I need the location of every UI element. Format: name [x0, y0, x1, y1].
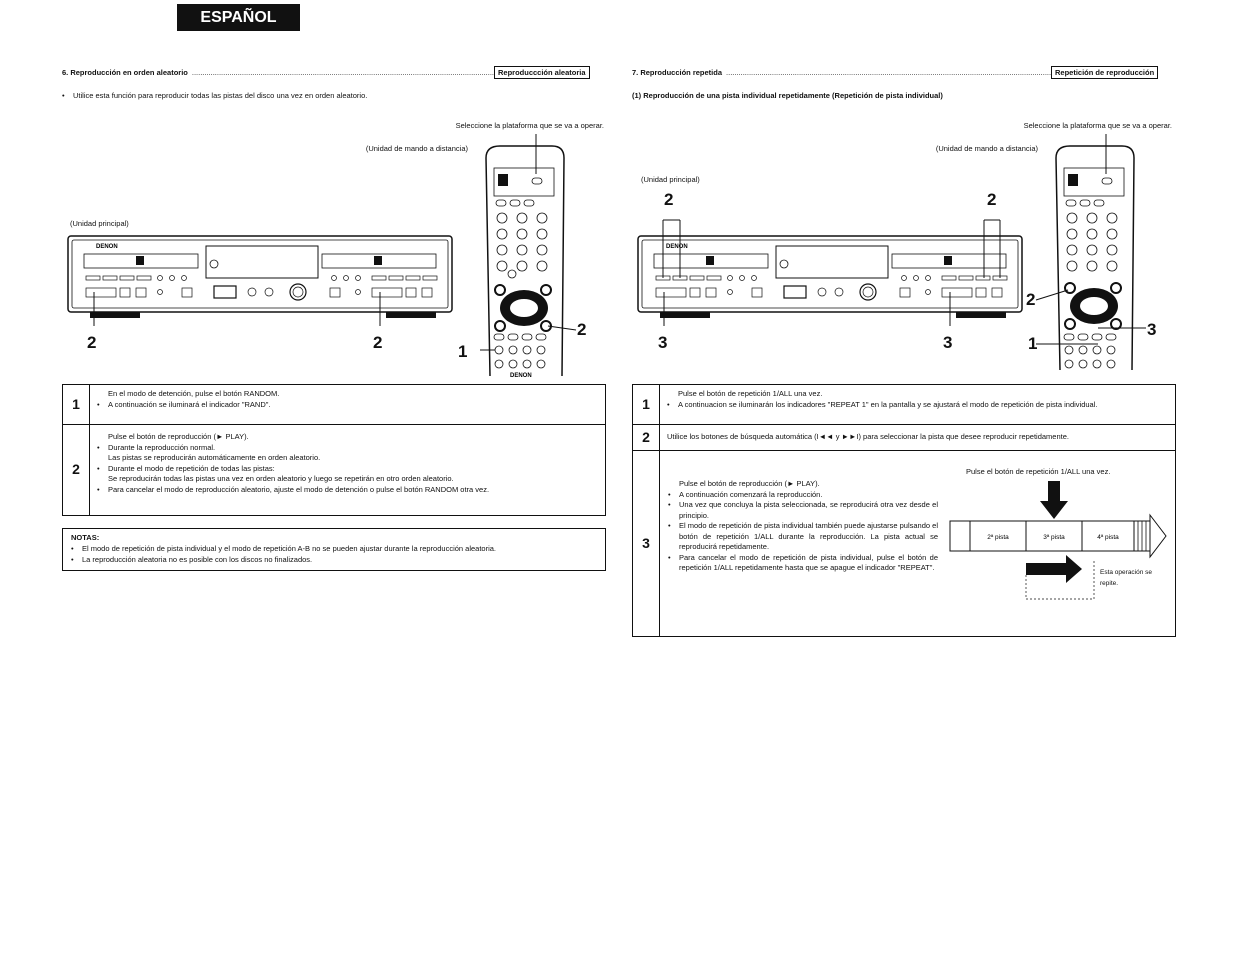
callout-1-remote: 1 — [1028, 334, 1038, 353]
step-text: Las pistas se reproducirán automáticamente en orden aleatorio. — [108, 453, 321, 462]
step-text: Durante el modo de repetición de todas las pistas: — [108, 463, 275, 473]
step-text: A continuación se iluminará el indicador "RAND". — [108, 399, 271, 409]
step-line — [668, 479, 938, 490]
step-text: El modo de repetición de pista individual también puede ajustarse pulsando el botón de repetición 1/ALL durante la reproducción. La pista actual se reproducirá repetidamente. — [679, 521, 938, 551]
bullet — [97, 389, 108, 400]
step-row-1 — [63, 385, 606, 425]
step-line — [668, 500, 938, 521]
callout-2-main-right: 2 — [373, 333, 383, 352]
caption-remote: (Unidad de mando a distancia) — [935, 144, 1038, 153]
callout-2-main-left: 2 — [87, 333, 97, 352]
callout-3-main-left: 3 — [658, 333, 668, 352]
step-number: 3 — [633, 451, 660, 637]
main-unit-illustration — [636, 234, 1026, 326]
caption-main-unit: (Unidad principal) — [641, 175, 700, 184]
note-item — [71, 544, 597, 555]
step-line — [97, 464, 598, 475]
subsection-heading: (1) Reproducción de una pista individual repetidamente (Repetición de pista individual) — [632, 91, 943, 100]
step-line — [667, 400, 1168, 411]
caption-platform: Seleccione la plataforma que se va a operar. — [455, 121, 604, 130]
diagram-caption: Pulse el botón de repetición 1/ALL una vez. — [966, 467, 1111, 476]
step-text: A continuación comenzará la reproducción. — [679, 489, 823, 499]
section-7-tab: Repetición de reproducción — [1051, 66, 1158, 79]
note-text: El modo de repetición de pista individual y el modo de repetición A-B no se pueden ajustar durante la reproducción aleatoria. — [82, 543, 497, 553]
bullet: • — [668, 521, 671, 530]
step-row-2 — [633, 425, 1176, 451]
section-6-title: 6. Reproducción en orden aleatorio — [62, 68, 188, 77]
remote-brand-logo: DENON — [510, 373, 532, 379]
step-text: Para cancelar el modo de reproducción aleatorio, ajuste el modo de detención o pulse el botón RANDOM otra vez. — [108, 484, 490, 494]
callout-2-remote: 2 — [1026, 290, 1036, 309]
intro-sentence: Utilice esta función para reproducir todas las pistas del disco una vez en orden aleatorio. — [73, 91, 368, 100]
callout-3-remote: 3 — [1147, 320, 1157, 339]
intro-text — [62, 91, 602, 101]
note-item — [71, 555, 597, 566]
bullet — [97, 453, 108, 464]
step-text: Para cancelar el modo de repetición de pista individual, pulse el botón de repetición 1/ALL repetidamente hasta que se apague el indicador "REPEAT". — [679, 552, 938, 572]
bullet — [97, 432, 108, 443]
leader-dots — [726, 68, 1051, 77]
step-line — [97, 400, 598, 411]
bullet: • — [667, 399, 670, 409]
bullet: • — [71, 543, 74, 553]
notes-box — [62, 528, 606, 571]
step-line — [97, 389, 598, 400]
section-6-tab: Reproduccción aleatoria — [494, 66, 590, 79]
step-text: A continuacion se iluminarán los indicadores "REPEAT 1" en la pantalla y se ajustará el modo de repetición de pista individual. — [678, 399, 1098, 409]
section-7-title: 7. Reproducción repetida — [632, 68, 723, 77]
note-text: La reproducción aleatoria no es posible con los discos no finalizados. — [82, 554, 313, 564]
step-text: Una vez que concluya la pista seleccionada, se reproducirá otra vez desde el principio. — [679, 500, 938, 520]
remote-illustration — [480, 128, 580, 378]
step-text: Pulse el botón de reproducción (► PLAY). — [108, 432, 249, 441]
step-content — [90, 425, 606, 516]
track-label: 3ª pista — [1043, 534, 1065, 541]
leader-dots — [192, 68, 494, 77]
repeat-note: Esta operación se repite. — [1100, 569, 1153, 588]
step-row-3 — [633, 451, 1176, 637]
step-row-2 — [63, 425, 606, 516]
language-tab: ESPAÑOL — [177, 4, 300, 31]
step-text: Se reproducirán todas las pistas una vez en orden aleatorio y luego se repetirán en otro orden aleatorio. — [108, 474, 454, 483]
bullet: • — [97, 484, 100, 494]
callout-2-main-left: 2 — [664, 190, 674, 209]
callout-2-remote: 2 — [577, 320, 587, 339]
step-text: Pulse el botón de reproducción (► PLAY). — [679, 479, 820, 488]
step-line — [97, 474, 598, 485]
brand-logo: DENON — [96, 244, 118, 250]
section-6-heading — [62, 68, 494, 77]
step-row-1 — [633, 385, 1176, 425]
remote-illustration — [1050, 128, 1150, 372]
callout-2-main-right: 2 — [987, 190, 997, 209]
step-content — [660, 451, 1176, 637]
step-number: 1 — [633, 385, 660, 425]
bullet: • — [71, 554, 74, 564]
step-line — [97, 485, 598, 496]
step-text: En el modo de detención, pulse el botón RANDOM. — [108, 389, 280, 398]
bullet: • — [97, 399, 100, 409]
caption-platform: Seleccione la plataforma que se va a operar. — [1023, 121, 1172, 130]
bullet: • — [62, 91, 65, 100]
step-number: 1 — [63, 385, 90, 425]
section-7-heading — [632, 68, 1051, 77]
step-number: 2 — [633, 425, 660, 451]
bullet: • — [668, 489, 671, 499]
callout-1-remote: 1 — [458, 342, 468, 361]
step-content — [660, 425, 1176, 451]
step-text: Durante la reproducción normal. — [108, 442, 216, 452]
bullet — [97, 474, 108, 485]
bullet: • — [668, 552, 671, 562]
callout-3-main-right: 3 — [943, 333, 953, 352]
main-unit-illustration — [66, 234, 456, 326]
step-line — [668, 490, 938, 501]
step-line — [97, 443, 598, 454]
repeat-play-steps — [632, 384, 1176, 637]
track-label: 4ª pista — [1097, 534, 1119, 541]
step-text: Utilice los botones de búsqueda automática (I◄◄ y ►►I) para seleccionar la pista que desee reproducir repetidamente. — [667, 432, 1069, 442]
step-line — [668, 553, 938, 574]
notes-title: NOTAS: — [71, 533, 100, 542]
step-line — [97, 453, 598, 464]
brand-logo: DENON — [666, 244, 688, 250]
caption-remote: (Unidad de mando a distancia) — [365, 144, 468, 153]
step-number: 2 — [63, 425, 90, 516]
step-3-text — [668, 479, 938, 574]
step-line — [97, 432, 598, 443]
bullet: • — [668, 500, 671, 509]
step-line — [667, 389, 1168, 400]
random-play-steps — [62, 384, 606, 516]
step-text: Pulse el botón de repetición 1/ALL una vez. — [678, 389, 823, 398]
caption-main-unit: (Unidad principal) — [70, 219, 129, 228]
bullet — [667, 389, 678, 400]
step-content — [90, 385, 606, 425]
step-line — [668, 521, 938, 553]
bullet — [668, 479, 679, 490]
bullet: • — [97, 442, 100, 452]
track-label: 2ª pista — [987, 534, 1009, 541]
bullet: • — [97, 463, 100, 473]
step-content — [660, 385, 1176, 425]
